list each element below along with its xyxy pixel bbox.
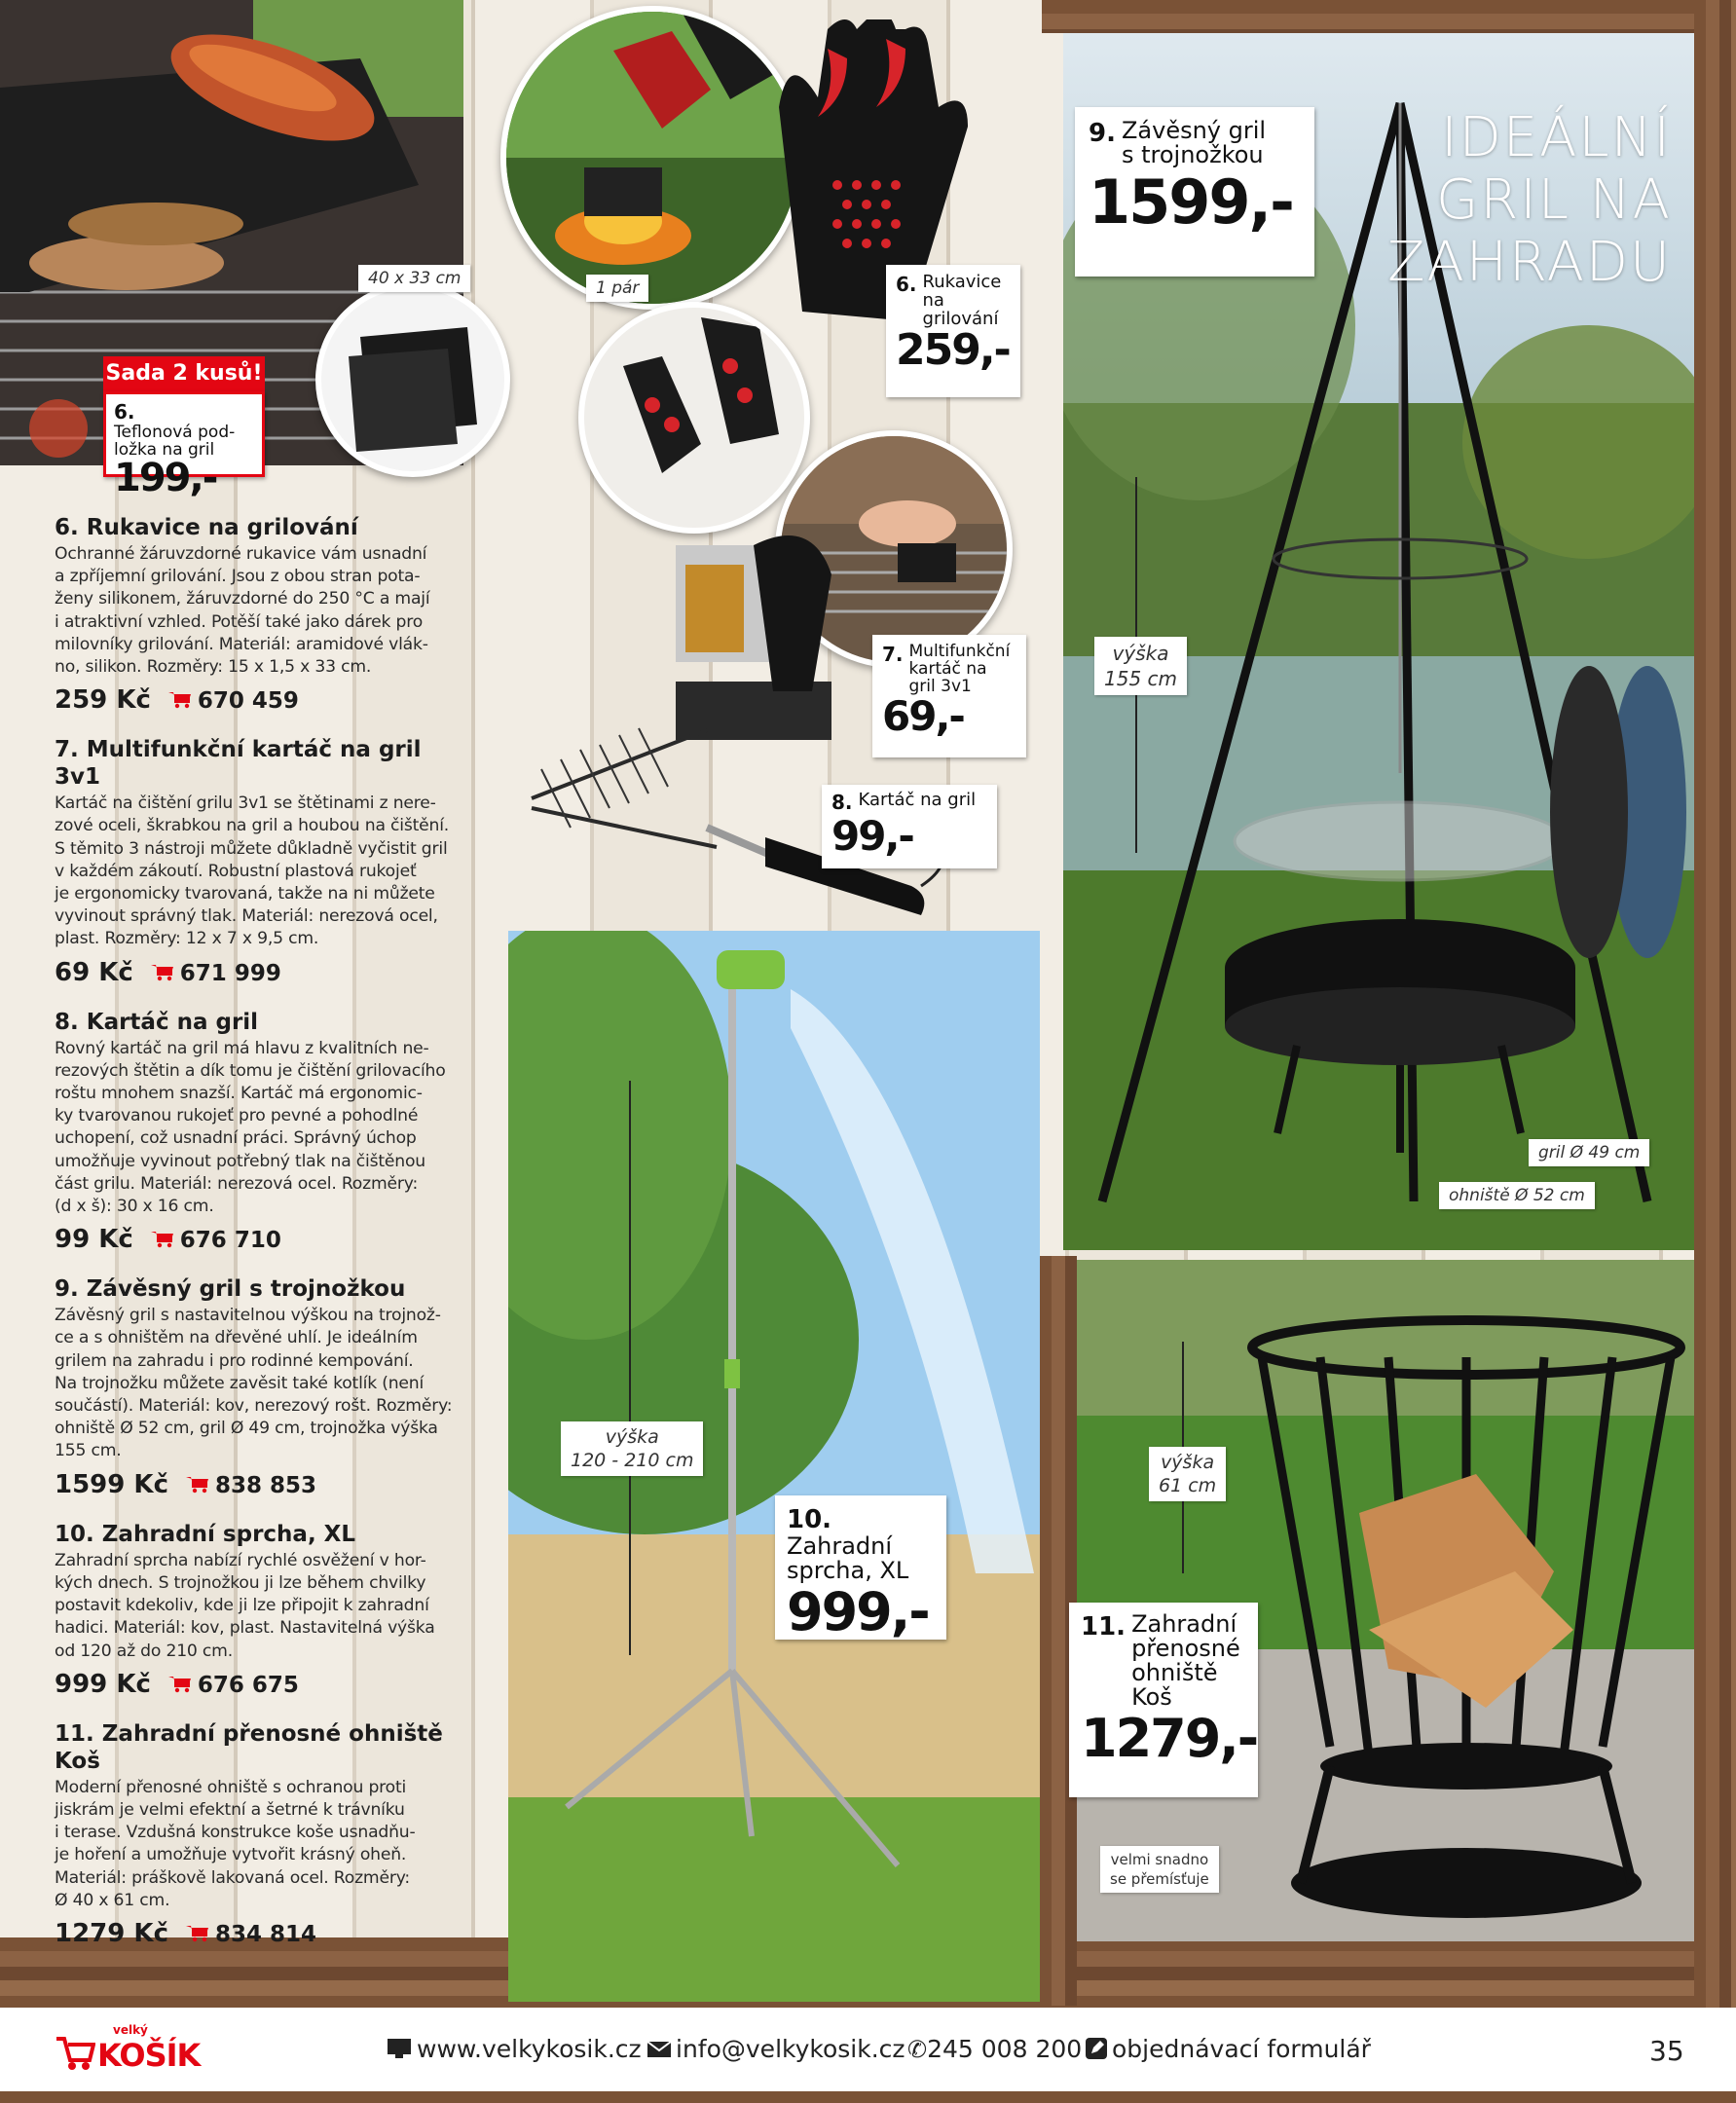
gloves-pair-label: 1 pár (586, 275, 648, 302)
tripod-price: 1599,- (1089, 166, 1293, 238)
product-title: 8. Kartáč na gril (55, 1009, 259, 1035)
product-description (55, 1777, 463, 1912)
teflon-price: 199,- (114, 456, 217, 500)
product-descriptions (55, 514, 463, 1970)
order-code[interactable]: 670 459 (197, 688, 299, 715)
basket-price-tag (1069, 1603, 1258, 1797)
description-line: Závěsný gril s nastavitelnou výškou na trojnož- (55, 1306, 441, 1326)
tripod-price-tag (1075, 107, 1314, 277)
cart-icon (186, 1476, 209, 1494)
order-code[interactable]: 671 999 (179, 960, 281, 986)
monitor-icon (386, 2037, 413, 2060)
brush3-num: 7. (882, 643, 904, 666)
website-text: www.velkykosik.cz (417, 2035, 642, 2063)
product-price-row (55, 1918, 463, 1950)
description-line: Rovný kartáč na gril má hlavu z kvalitních ne- (55, 1038, 429, 1058)
description-line: ce a s ohništěm na dřevěné uhlí. Je ideálním (55, 1328, 418, 1348)
description-line: kých dnech. S trojnožkou ji lze během chvilky (55, 1572, 426, 1593)
tripod-num: 9. (1089, 119, 1116, 148)
teflon-sheets-icon (321, 288, 504, 471)
teflon-num: 6. (114, 400, 135, 424)
basket-num: 11. (1081, 1612, 1127, 1642)
cart-icon (151, 964, 174, 981)
page-footer (0, 2008, 1736, 2091)
edit-form-icon (1085, 2037, 1108, 2060)
phone-link[interactable] (907, 2035, 1082, 2063)
product-price-row (55, 1669, 463, 1701)
grill-diameter-label: gril Ø 49 cm (1529, 1139, 1649, 1166)
product-title: 7. Multifunkční kartáč na gril 3v1 (55, 737, 422, 791)
tripod-height-label: výška 155 cm (1094, 637, 1187, 695)
brand-logo[interactable] (55, 2019, 201, 2078)
teflon-name: Teflonová pod- ložka na gril (114, 423, 236, 460)
brush-price-tag (822, 785, 997, 868)
email-link[interactable] (646, 2035, 905, 2063)
description-line: umožňuje vyvinout potřebný tlak na čištěnou (55, 1151, 425, 1171)
order-code[interactable]: 834 814 (214, 1921, 317, 1947)
product-price: 999 Kč (55, 1669, 151, 1699)
product-title: 6. Rukavice na grilování (55, 515, 358, 540)
description-line: část grilu. Materiál: nerezová ocel. Rozměry: (55, 1173, 419, 1194)
order-code[interactable]: 676 675 (197, 1672, 299, 1698)
cart-icon (168, 691, 192, 709)
envelope-icon (646, 2040, 672, 2059)
shower-price-tag (775, 1495, 946, 1640)
product-price-row (55, 1469, 463, 1501)
description-line: Na trojnožku můžete zavěsit také kotlík (není (55, 1373, 425, 1393)
gloves-price-tag (886, 265, 1020, 397)
product-title: 11. Zahradní přenosné ohniště Koš (55, 1720, 443, 1774)
set-badge: Sada 2 kusů! (103, 356, 265, 391)
basket-portable-label: velmi snadno se přemísťuje (1100, 1846, 1219, 1893)
brush3-name: Multifunkční kartáč na gril 3v1 (908, 642, 1011, 696)
order-code[interactable]: 838 853 (214, 1472, 317, 1498)
order-code[interactable]: 676 710 (179, 1228, 281, 1254)
basket-name: Zahradní přenosné ohniště Koš (1131, 1610, 1240, 1711)
tripod-name: Závěsný gril s trojnožkou (1121, 117, 1267, 168)
description-line: roštu mnohem snazší. Kartáč má ergonomic- (55, 1084, 423, 1104)
gloves-detail-illustration (584, 308, 804, 528)
description-line: Materiál: práškově lakovaná ocel. Rozměry: (55, 1867, 411, 1888)
description-line: (d x š): 30 x 16 cm. (55, 1197, 214, 1217)
teflon-price-tag (103, 391, 265, 500)
product-description (55, 1038, 463, 1219)
product-price: 69 Kč (55, 957, 133, 987)
brush-num: 8. (831, 791, 853, 814)
description-line: i atraktivní vzhled. Potěší také jako dárek pro (55, 611, 424, 632)
product-price: 1279 Kč (55, 1918, 168, 1948)
basket-illustration (1077, 1260, 1694, 1941)
headline-line-2: GRIL NA (1435, 168, 1672, 232)
logo-text: KOŠÍK (97, 2037, 201, 2074)
headline-line-1: IDEÁLNÍ (1441, 106, 1672, 169)
shower-num: 10. (787, 1505, 832, 1534)
firepit-diameter-label: ohniště Ø 52 cm (1439, 1182, 1595, 1209)
description-line: hadici. Materiál: kov, plast. Nastavitelná výška (55, 1618, 435, 1639)
description-line: ky tvarovanou rukojeť pro pevné a pohodlné (55, 1106, 419, 1126)
description-line: 155 cm. (55, 1441, 122, 1461)
description-line: S těmito 3 nástroji můžete důkladně vyčistit gril (55, 838, 448, 859)
description-line: Zahradní sprcha nabízí rychlé osvěžení v hor- (55, 1550, 426, 1570)
description-line: rezových štětin a dík tomu je čištění grilovacího (55, 1060, 446, 1081)
product-entry (55, 736, 463, 988)
product-entry (55, 1521, 463, 1701)
description-line: součástí). Materiál: kov, nerezový rošt. Rozměry: (55, 1396, 453, 1417)
cart-icon (168, 1676, 192, 1693)
product-description (55, 543, 463, 679)
gloves-price: 259,- (896, 325, 1010, 375)
product-price-row (55, 957, 463, 989)
description-line: vyvinout správný tlak. Materiál: nerezová ocel, (55, 906, 438, 927)
description-line: Moderní přenosné ohniště s ochranou proti (55, 1777, 407, 1797)
phone-icon: ✆ (907, 2036, 928, 2063)
email-text: info@velkykosik.cz (676, 2035, 905, 2063)
wood-footer-strip (0, 2091, 1736, 2103)
shower-height-label: výška 120 - 210 cm (561, 1421, 703, 1476)
description-line: od 120 až do 210 cm. (55, 1641, 233, 1661)
order-form-text: objednávací formulář (1112, 2035, 1371, 2063)
product-title: 10. Zahradní sprcha, XL (55, 1521, 356, 1547)
basket-height-label: výška 61 cm (1149, 1447, 1226, 1501)
product-entry (55, 514, 463, 717)
basket-price: 1279,- (1081, 1708, 1258, 1769)
wood-top-border (1042, 0, 1736, 33)
product-entry (55, 1009, 463, 1257)
teflon-dimension-label: 40 x 33 cm (358, 265, 470, 292)
website-link[interactable] (386, 2035, 642, 2063)
product-price: 259 Kč (55, 685, 151, 716)
description-line: a zpříjemní grilování. Jsou z obou stran pota- (55, 567, 421, 587)
cart-icon (186, 1925, 209, 1942)
page-number: 35 (1649, 2035, 1684, 2067)
description-line: ženy silikonem, žáruvzdorné do 250 °C a mají (55, 589, 430, 609)
description-line: plast. Rozměry: 12 x 7 x 9,5 cm. (55, 929, 319, 949)
product-description (55, 1305, 463, 1462)
description-line: Kartáč na čištění grilu 3v1 se štětinami z nere- (55, 793, 436, 814)
description-line: je ergonomicky tvarovaná, takže na ni můžete (55, 884, 435, 904)
description-line: milovníky grilování. Materiál: aramidové vlák- (55, 634, 428, 654)
description-line: je hoření a umožňuje vytvořit krásný oheň. (55, 1845, 407, 1865)
gloves-num: 6. (896, 273, 917, 296)
description-line: Ø 40 x 61 cm. (55, 1890, 170, 1910)
product-price: 99 Kč (55, 1225, 133, 1255)
product-description (55, 793, 463, 950)
basket-photo (1077, 1260, 1694, 1941)
description-line: ohniště Ø 52 cm, gril Ø 49 cm, trojnožka výška (55, 1419, 438, 1439)
description-line: i terase. Vzdušná konstrukce koše usnadňu- (55, 1823, 416, 1843)
shower-name: Zahradní sprcha, XL (787, 1532, 909, 1584)
wood-right-border (1694, 0, 1736, 2008)
shower-height-arrow (629, 1081, 631, 1655)
gloves-detail-circle (578, 302, 810, 534)
product-entry (55, 1275, 463, 1500)
description-line: postavit kdekoliv, kde ji lze připojit k zahradní (55, 1596, 429, 1616)
description-line: zové oceli, škrabkou na gril a houbou na čištění. (55, 816, 450, 836)
page-headline (1387, 107, 1672, 294)
description-line: grilem na zahradu i pro rodinné kempování. (55, 1350, 414, 1371)
description-line: Ochranné žáruvzdorné rukavice vám usnadní (55, 544, 427, 564)
product-title: 9. Závěsný gril s trojnožkou (55, 1276, 406, 1303)
description-line: no, silikon. Rozměry: 15 x 1,5 x 33 cm. (55, 657, 372, 678)
product-price-row (55, 1224, 463, 1256)
cart-logo-icon (55, 2033, 95, 2072)
headline-line-3: ZAHRADU (1387, 231, 1672, 294)
description-line: v každém zákoutí. Robustní plastová rukojeť (55, 861, 417, 881)
product-price: 1599 Kč (55, 1469, 168, 1499)
phone-text: 245 008 200 (927, 2035, 1083, 2063)
teflon-sheets-circle (315, 282, 510, 477)
description-line: jiskrám je velmi efektní a šetrné k trávníku (55, 1799, 405, 1820)
brush-name: Kartáč na gril (858, 790, 977, 810)
order-form-link[interactable] (1085, 2035, 1371, 2063)
gloves-name: Rukavice na grilování (922, 272, 1002, 329)
product-price-row (55, 684, 463, 717)
logo-small-text: velký (113, 2023, 148, 2037)
brush3-price: 69,- (882, 692, 964, 740)
cart-icon (151, 1231, 174, 1248)
shower-price: 999,- (787, 1581, 929, 1642)
description-line: uchopení, což usnadní práci. Správný úchop (55, 1128, 417, 1149)
product-description (55, 1550, 463, 1663)
brush-price: 99,- (831, 812, 913, 860)
product-entry (55, 1720, 463, 1950)
